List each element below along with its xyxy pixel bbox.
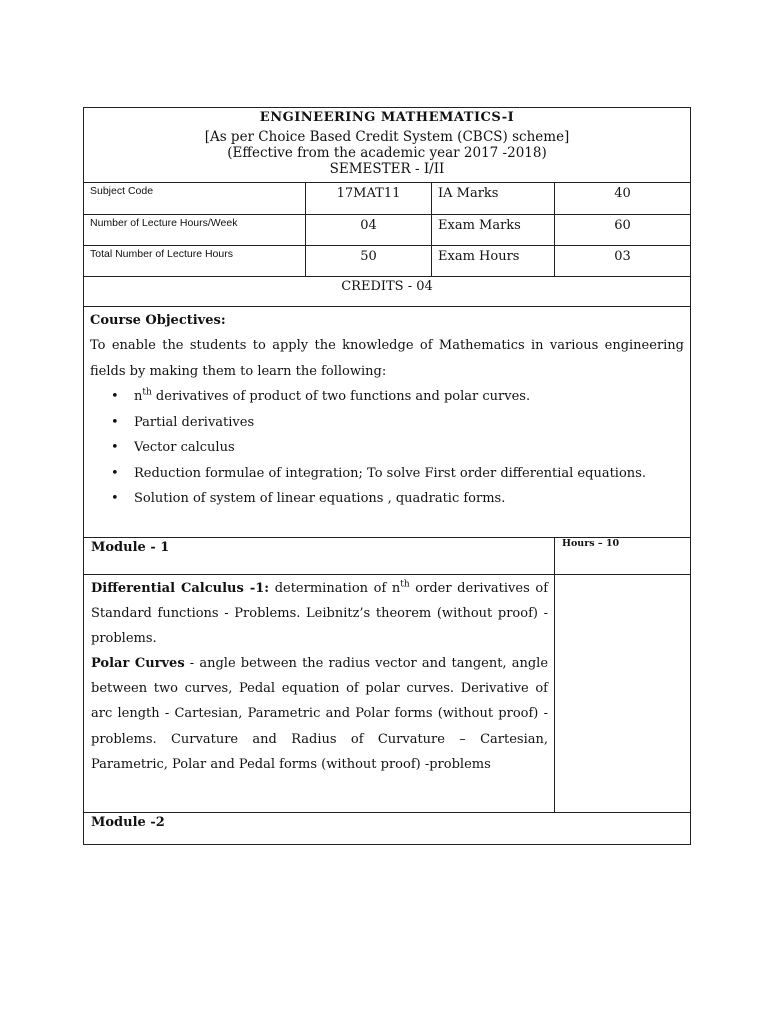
objectives-heading: Course Objectives: [90,313,226,328]
bullet-icon: • [111,465,119,481]
list-item: • $n^{th}$ derivatives of product of two functions and polar curves. [134,384,684,410]
row-label2: Exam Marks [432,215,555,246]
bullet-icon: • [111,491,119,506]
row-label2: Exam Hours [432,246,555,277]
row-label: Number of Lecture Hours/Week [84,215,306,246]
row-value2: 40 [555,183,691,215]
objectives-list [90,384,684,512]
module-1-hours-cell [555,575,691,813]
row-value2: 03 [555,246,691,277]
syllabus-table [83,107,691,845]
polar-curves-para: Polar Curves - angle between the radius vector and tangent, angle between two curves, Pedal equation of polar curves. Derivative of arc length - Cartesian, Parametric and Polar forms (without proof) - problems. Curvature and Radius of Curvature – Cartesian, Parametric, Polar and Pedal forms (without proof) -problems [91,656,549,772]
credits: CREDITS - 04 [84,277,691,307]
bullet-icon: • [111,440,119,455]
course-objectives [84,307,691,538]
module-1-content [84,575,555,813]
objectives-intro: To enable the students to apply the knowledge of Mathematics in various engineering fields by making them to learn the following: [90,338,685,379]
semester-line: SEMESTER - I/II [329,161,445,177]
row-value: 04 [306,215,432,246]
row-value: 17MAT11 [306,183,432,215]
list-item: • Solution of system of linear equations , quadratic forms. [134,486,684,512]
cbcs-line: [As per Choice Based Credit System (CBCS) scheme] [204,129,570,145]
info-row [84,183,691,215]
effective-line: (Effective from the academic year 2017 -2018) [227,145,547,161]
info-row [84,215,691,246]
course-title: ENGINEERING MATHEMATICS-I [259,110,515,125]
info-row [84,246,691,277]
list-item: • Partial derivatives [134,410,684,436]
list-item: • Vector calculus [134,435,684,461]
bullet-icon: • [111,414,119,430]
module-2-label: Module -2 [84,813,691,845]
list-item: • Reduction formulae of integration; To solve First order differential equations. [134,461,684,487]
row-value: 50 [306,246,432,277]
differential-calculus-para: Differential Calculus -1: determination of $n^{th}$ order derivatives of Standard functions - Problems. Leibnitz’s theorem (without proof) - problems. [91,579,549,647]
course-header [84,108,691,183]
row-label: Subject Code [84,183,306,215]
row-label: Total Number of Lecture Hours [84,246,306,277]
bullet-icon: • [111,389,119,404]
module-1-label: Module - 1 [84,538,555,575]
row-label2: IA Marks [432,183,555,215]
module-1-hours: Hours – 10 [555,538,691,575]
row-value2: 60 [555,215,691,246]
